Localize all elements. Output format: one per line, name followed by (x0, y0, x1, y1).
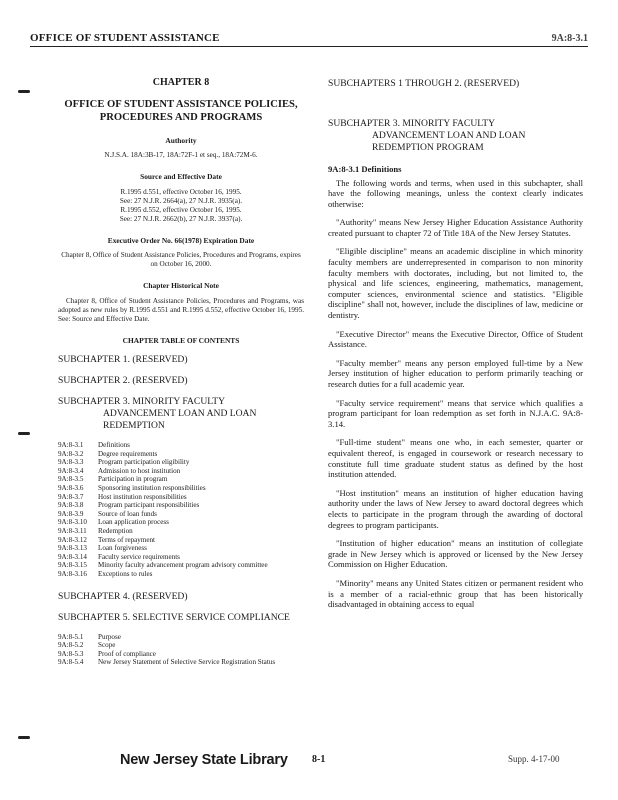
subchapter-heading: SUBCHAPTER 4. (RESERVED) (58, 590, 188, 602)
subchapter-heading: SUBCHAPTER 1. (RESERVED) (58, 354, 188, 365)
authority-text: N.J.S.A. 18A:3B-17, 18A:72F-1 et seq., 18A:72M-6. (104, 151, 258, 159)
margin-mark (18, 90, 30, 93)
executive-order-heading: Executive Order No. 66(1978) Expiration Date (107, 235, 255, 245)
toc-entry[interactable]: 9A:8-5.2 Scope (58, 641, 116, 650)
source-lines (58, 188, 304, 224)
authority-heading: Authority (165, 135, 197, 145)
toc-list-subchapter-3 (58, 441, 304, 579)
subchapter-heading: SUBCHAPTER 5. SELECTIVE SERVICE COMPLIANCE (58, 611, 290, 623)
toc-entry[interactable]: 9A:8-3.9 Source of loan funds (58, 509, 157, 518)
toc-subchapter-1 (58, 354, 304, 366)
toc-list-subchapter-5 (58, 633, 304, 667)
toc-entry[interactable]: 9A:8-5.1 Purpose (58, 632, 121, 641)
source-line: See: 27 N.J.R. 2664(a), 27 N.J.R. 3935(a). (119, 196, 243, 205)
toc-entry[interactable]: 9A:8-3.11 Redemption (58, 526, 133, 535)
definition-paragraph: "Host institution" means an institution of higher education having authority under the laws of New Jersey to award doctoral degrees which elects to participate in the program through the awarding of doctoral degrees to program participants. (328, 487, 583, 530)
source-line: R.1995 d.552, effective October 16, 1995. (120, 205, 242, 214)
definition-paragraph: "Eligible discipline" means an academic discipline in which minority faculty members are underrepresented in comparison to non minority faculty members with doctorates, including, but not limited to, the physical and life sciences, engineering, mathematics, management, computer sciences, environmental science and statistics. "Eligible discipline" shall not, however, include the disciplines of law, medicine or dentistry. (328, 246, 583, 321)
historical-note-heading: Chapter Historical Note (143, 281, 219, 290)
toc-entry[interactable]: 9A:8-5.4 New Jersey Statement of Selective Service Registration Status (58, 658, 276, 667)
toc-entry[interactable]: 9A:8-3.10 Loan application process (58, 518, 169, 527)
section-heading-definitions: 9A:8-3.1 Definitions (328, 164, 402, 174)
chapter-number: CHAPTER 8 (152, 77, 210, 88)
toc-entry[interactable]: 9A:8-3.13 Loan forgiveness (58, 544, 147, 553)
header-office-title: OFFICE OF STUDENT ASSISTANCE (30, 32, 220, 44)
left-column (58, 78, 304, 679)
margin-mark (18, 432, 30, 435)
toc-entry[interactable]: 9A:8-3.16 Exceptions to rules (58, 569, 153, 578)
definition-paragraph: The following words and terms, when used in this subchapter, shall have the following meanings, unless the context clearly indicates otherwise: (328, 177, 583, 209)
toc-entry[interactable]: 9A:8-3.15 Minority faculty advancement program advisory committee (58, 561, 268, 570)
subchapter-heading-continued: ADVANCEMENT LOAN AND LOAN (103, 408, 257, 419)
definition-paragraph: "Institution of higher education" means an institution of collegiate grade in New Jersey which is approved or licensed by the New Jersey Commission on Higher Education. (328, 538, 583, 570)
toc-entry[interactable]: 9A:8-3.8 Program participant responsibilities (58, 501, 200, 510)
toc-entry[interactable]: 9A:8-3.12 Terms of repayment (58, 535, 156, 544)
toc-entry[interactable]: 9A:8-3.3 Program participation eligibility (58, 458, 190, 467)
source-heading: Source and Effective Date (140, 172, 222, 181)
definition-paragraph: "Faculty service requirement" means that service which qualifies a program participant for loan redemption as set forth in N.J.A.C. 9A:8-3.14. (328, 397, 583, 429)
toc-entry[interactable]: 9A:8-3.14 Faculty service requirements (58, 552, 180, 561)
subchapters-1-2-heading: SUBCHAPTERS 1 THROUGH 2. (RESERVED) (328, 78, 520, 89)
supplement-date: Supp. 4-17-00 (508, 754, 560, 764)
right-column (328, 78, 583, 618)
definition-paragraph: "Authority" means New Jersey Higher Education Assistance Authority created pursuant to chapter 72 of Title 18A of the New Jersey Statutes. (328, 217, 583, 238)
toc-entry[interactable]: 9A:8-3.4 Admission to host institution (58, 466, 181, 475)
definition-paragraph: "Minority" means any United States citizen or permanent resident who is a member of a racial-ethnic group that has been historically disadvantaged in obtaining access to equal (328, 577, 583, 610)
definition-paragraph: "Full-time student" means one who, in each semester, quarter or equivalent thereof, is engaged in coursework or research necessary to constitute full time graduate student status as defined by the host institution attended. (328, 437, 583, 480)
toc-subchapter-4 (58, 591, 304, 603)
toc-entry[interactable]: 9A:8-5.3 Proof of compliance (58, 649, 156, 658)
margin-mark (18, 736, 30, 739)
header-section-number: 9A:8-3.1 (551, 33, 588, 44)
definition-paragraph: "Executive Director" means the Executive Director, Office of Student Assistance. (328, 328, 583, 350)
toc-entry[interactable]: 9A:8-3.2 Degree requirements (58, 449, 158, 458)
historical-note-text: Chapter 8, Office of Student Assistance Policies, Procedures and Programs, was adopted as new rules by R.1995 d.551 and R.1995 d.552, effective October 16, 1995. See: Source and Effective Date. (58, 296, 304, 323)
toc-heading: CHAPTER TABLE OF CONTENTS (122, 335, 240, 345)
toc-subchapter-5 (58, 612, 304, 624)
toc-entry[interactable]: 9A:8-3.6 Sponsoring institution responsibilities (58, 483, 206, 492)
subchapter-heading: SUBCHAPTER 3. MINORITY FACULTY (58, 396, 226, 407)
library-stamp: New Jersey State Library (120, 752, 288, 768)
toc-subchapter-3 (58, 396, 304, 432)
page-footer (0, 752, 618, 782)
source-line: R.1995 d.551, effective October 16, 1995. (120, 187, 242, 196)
subchapter-heading: SUBCHAPTER 2. (RESERVED) (58, 375, 188, 386)
running-header (30, 30, 588, 47)
chapter-title: OFFICE OF STUDENT ASSISTANCE POLICIES, PROCEDURES AND PROGRAMS (64, 98, 298, 123)
toc-entry[interactable]: 9A:8-3.5 Participation in program (58, 475, 168, 484)
executive-order-text: Chapter 8, Office of Student Assistance Policies, Procedures and Programs, expires on October 16, 2000. (61, 251, 301, 268)
definition-paragraph: "Faculty member" means any person employed full-time by a New Jersey institution of higher education to perform primarily teaching or research duties for a full academic year. (328, 357, 583, 389)
subchapter-heading-continued: REDEMPTION (103, 420, 165, 431)
subchapter-3-heading: SUBCHAPTER 3. MINORITY FACULTY ADVANCEMENT LOAN AND LOAN REDEMPTION PROGRAM (328, 118, 526, 153)
toc-subchapter-2 (58, 375, 304, 387)
toc-entry[interactable]: 9A:8-3.1 Definitions (58, 441, 130, 449)
page-number: 8-1 (312, 754, 326, 765)
source-line: See: 27 N.J.R. 2662(b), 27 N.J.R. 3937(a). (119, 214, 243, 223)
toc-entry[interactable]: 9A:8-3.7 Host institution responsibilities (58, 492, 187, 501)
